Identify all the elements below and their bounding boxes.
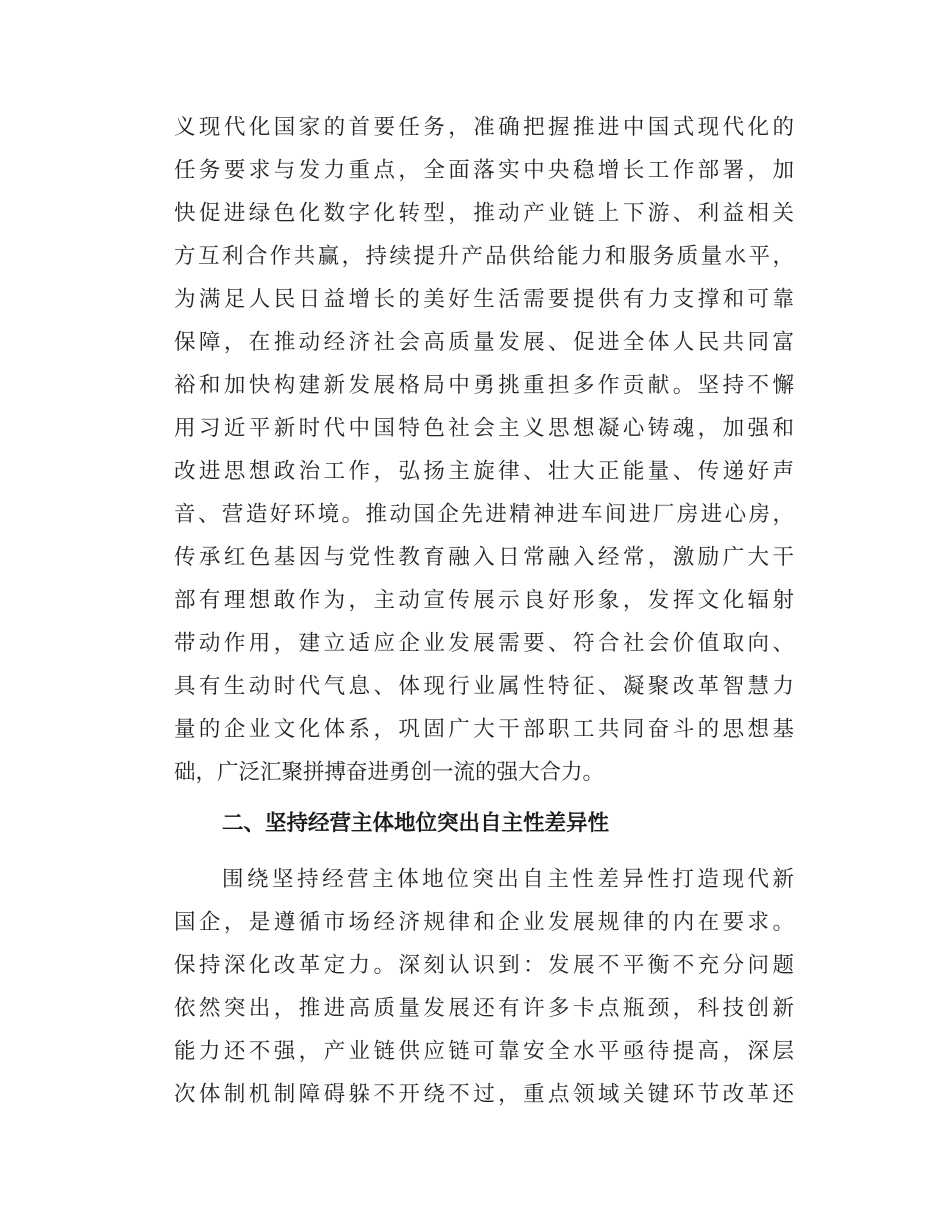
paragraph-1-line: 传承红色基因与党性教育融入日常融入经常，激励广大干 — [174, 545, 794, 570]
paragraph-1-line: 用习近平新时代中国特色社会主义思想凝心铸魂，加强和 — [174, 416, 794, 441]
paragraph-2-line: 围绕坚持经营主体地位突出自主性差异性打造现代新 — [222, 867, 794, 892]
paragraph-1-line: 为满足人民日益增长的美好生活需要提供有力支撑和可靠 — [174, 287, 794, 312]
paragraph-2-line: 保持深化改革定力。深刻认识到：发展不平衡不充分问题 — [174, 953, 794, 978]
section-heading: 二、坚持经营主体地位突出自主性差异性 — [222, 811, 610, 836]
paragraph-1-line: 任务要求与发力重点，全面落实中央稳增长工作部署，加 — [174, 158, 794, 183]
paragraph-1-line: 音、营造好环境。推动国企先进精神进车间进厂房进心房， — [174, 502, 794, 527]
paragraph-1-line: 部有理想敢作为，主动宣传展示良好形象，发挥文化辐射 — [174, 588, 794, 613]
paragraph-2-line: 国企，是遵循市场经济规律和企业发展规律的内在要求。 — [174, 910, 794, 935]
paragraph-1-line: 保障，在推动经济社会高质量发展、促进全体人民共同富 — [174, 330, 794, 355]
paragraph-2-line: 能力还不强，产业链供应链可靠安全水平亟待提高，深层 — [174, 1039, 794, 1064]
paragraph-1-line: 量的企业文化体系，巩固广大干部职工共同奋斗的思想基 — [174, 717, 794, 742]
paragraph-2-line: 依然突出，推进高质量发展还有许多卡点瓶颈，科技创新 — [174, 996, 794, 1021]
paragraph-1-line: 础，广泛汇聚拼搏奋进勇创一流的强大合力。 — [174, 760, 605, 785]
paragraph-1-line: 带动作用，建立适应企业发展需要、符合社会价值取向、 — [174, 631, 794, 656]
paragraph-1-line: 义现代化国家的首要任务，准确把握推进中国式现代化的 — [174, 115, 794, 140]
paragraph-1-line: 裕和加快构建新发展格局中勇挑重担多作贡献。坚持不懈 — [174, 373, 794, 398]
paragraph-1-line: 改进思想政治工作，弘扬主旋律、壮大正能量、传递好声 — [174, 459, 794, 484]
paragraph-2-line: 次体制机制障碍躲不开绕不过，重点领域关键环节改革还 — [174, 1082, 794, 1107]
paragraph-1-line: 方互利合作共赢，持续提升产品供给能力和服务质量水平， — [174, 244, 794, 269]
paragraph-1-line: 快促进绿色化数字化转型，推动产业链上下游、利益相关 — [174, 201, 794, 226]
paragraph-1-line: 具有生动时代气息、体现行业属性特征、凝聚改革智慧力 — [174, 674, 794, 699]
